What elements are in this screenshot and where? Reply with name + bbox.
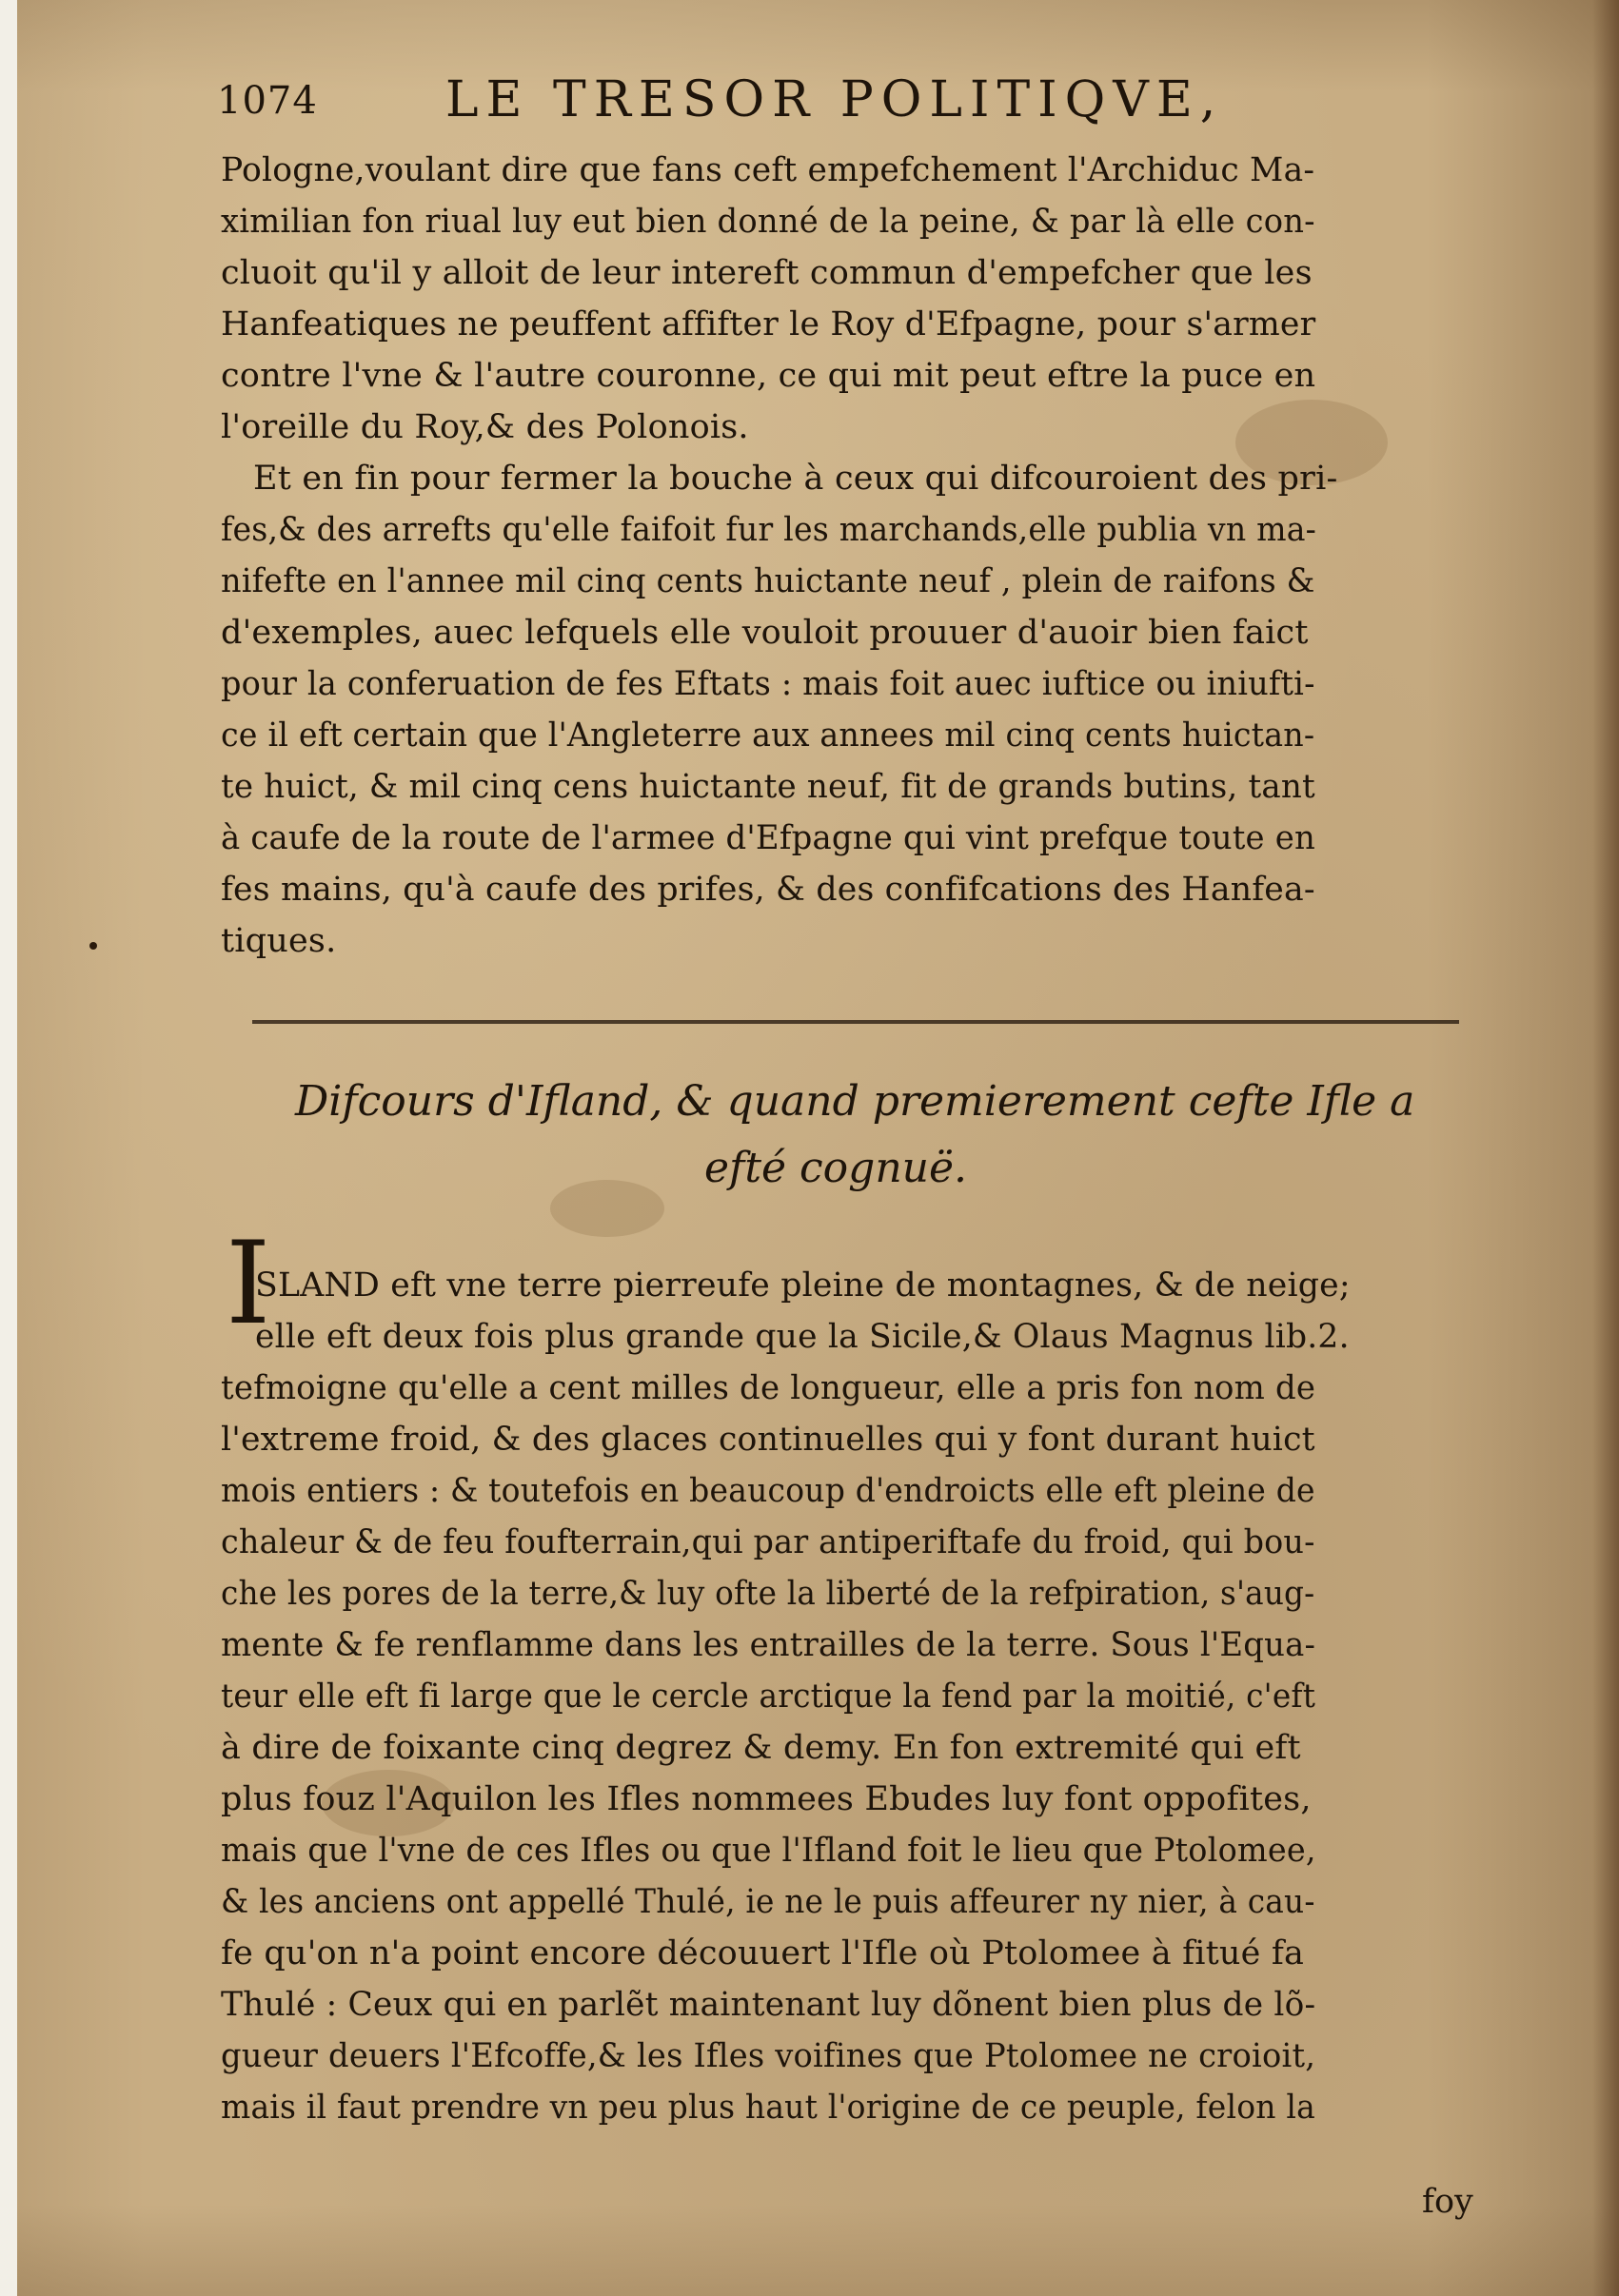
text-line: gueur deuers l'Efcoffe,& les Ifles voifines que Ptolomee ne croioit, xyxy=(221,2037,1316,2075)
text-line: tefmoigne qu'elle a cent milles de longueur, elle a pris fon nom de xyxy=(221,1369,1316,1407)
text-line: fe qu'on n'a point encore découuert l'Ifle où Ptolomee à fitué fa xyxy=(221,1934,1305,1972)
text-line: teur elle eft fi large que le cercle arctique la fend par la moitié, c'eft xyxy=(221,1678,1316,1716)
text-line: l'oreille du Roy,& des Polonois. xyxy=(221,408,749,446)
heading-line-2: efté cognuë. xyxy=(704,1144,968,1192)
paper-stain xyxy=(550,1180,664,1237)
heading-line-1: Difcours d'Ifland, & quand premierement cefte Ifle a xyxy=(295,1077,1415,1126)
text-line: pour la conferuation de fes Eftats : mais foit auec iuftice ou iniufti- xyxy=(221,665,1315,703)
section-divider xyxy=(252,1020,1459,1024)
text-line: & les anciens ont appellé Thulé, ie ne le puis affeurer ny nier, à cau- xyxy=(221,1883,1315,1921)
text-line: nifefte en l'annee mil cinq cents huictante neuf , plein de raifons & xyxy=(221,562,1315,600)
text-line: SLAND eft vne terre pierreufe pleine de montagnes, & de neige; xyxy=(255,1266,1351,1305)
text-line: Pologne,voulant dire que fans ceft empefchement l'Archiduc Ma- xyxy=(221,151,1315,189)
text-line: che les pores de la terre,& luy ofte la liberté de la refpiration, s'aug- xyxy=(221,1575,1315,1613)
text-line: tiques. xyxy=(221,922,337,960)
text-line: plus fouz l'Aquilon les Ifles nommees Ebudes luy font oppofites, xyxy=(221,1780,1312,1818)
text-line: cluoit qu'il y alloit de leur intereft commun d'empefcher que les xyxy=(221,254,1313,292)
drop-cap: I xyxy=(226,1218,271,1350)
text-line: mois entiers : & toutefois en beaucoup d'endroicts elle eft pleine de xyxy=(221,1472,1315,1510)
text-line: à caufe de la route de l'armee d'Efpagne qui vint prefque toute en xyxy=(221,819,1316,857)
text-line: chaleur & de feu foufterrain,qui par antiperiftafe du froid, qui bou- xyxy=(221,1523,1315,1561)
page-number: 1074 xyxy=(217,79,318,123)
text-line: Hanfeatiques ne peuffent affifter le Roy d'Efpagne, pour s'armer xyxy=(221,305,1316,343)
running-title: LE TRESOR POLITIQVE, xyxy=(445,71,1224,128)
text-line: fes,& des arrefts qu'elle faifoit fur les marchands,elle publia vn ma- xyxy=(221,511,1317,549)
text-line: l'extreme froid, & des glaces continuelles qui y font durant huict xyxy=(221,1421,1315,1459)
text-line: d'exemples, auec lefquels elle vouloit prouuer d'auoir bien faict xyxy=(221,614,1309,652)
page-edge-shadow xyxy=(1592,0,1619,2296)
text-line: Et en fin pour fermer la bouche à ceux qui difcouroient des pri- xyxy=(253,460,1338,498)
text-line: Thulé : Ceux qui en parlẽt maintenant luy dõnent bien plus de lõ- xyxy=(221,1986,1316,2024)
text-line: mais il faut prendre vn peu plus haut l'origine de ce peuple, felon la xyxy=(221,2089,1315,2127)
text-line: elle eft deux fois plus grande que la Sicile,& Olaus Magnus lib.2. xyxy=(255,1318,1350,1356)
text-line: fes mains, qu'à caufe des prifes, & des confifcations des Hanfea- xyxy=(221,871,1315,909)
text-line: te huict, & mil cinq cens huictante neuf, fit de grands butins, tant xyxy=(221,768,1315,806)
text-line: mente & fe renflamme dans les entrailles de la terre. Sous l'Equa- xyxy=(221,1626,1316,1664)
text-line: ce il eft certain que l'Angleterre aux annees mil cinq cents huictan- xyxy=(221,716,1315,755)
text-line: mais que l'vne de ces Ifles ou que l'Ifland foit le lieu que Ptolomee, xyxy=(221,1832,1316,1870)
margin-ink-dot xyxy=(89,942,97,950)
text-line: à dire de foixante cinq degrez & demy. En fon extremité qui eft xyxy=(221,1729,1301,1767)
text-line: contre l'vne & l'autre couronne, ce qui mit peut eftre la puce en xyxy=(221,357,1316,395)
catchword: foy xyxy=(1422,2183,1473,2221)
text-line: ximilian fon riual luy eut bien donné de la peine, & par là elle con- xyxy=(221,203,1315,241)
page-header xyxy=(217,71,1321,138)
